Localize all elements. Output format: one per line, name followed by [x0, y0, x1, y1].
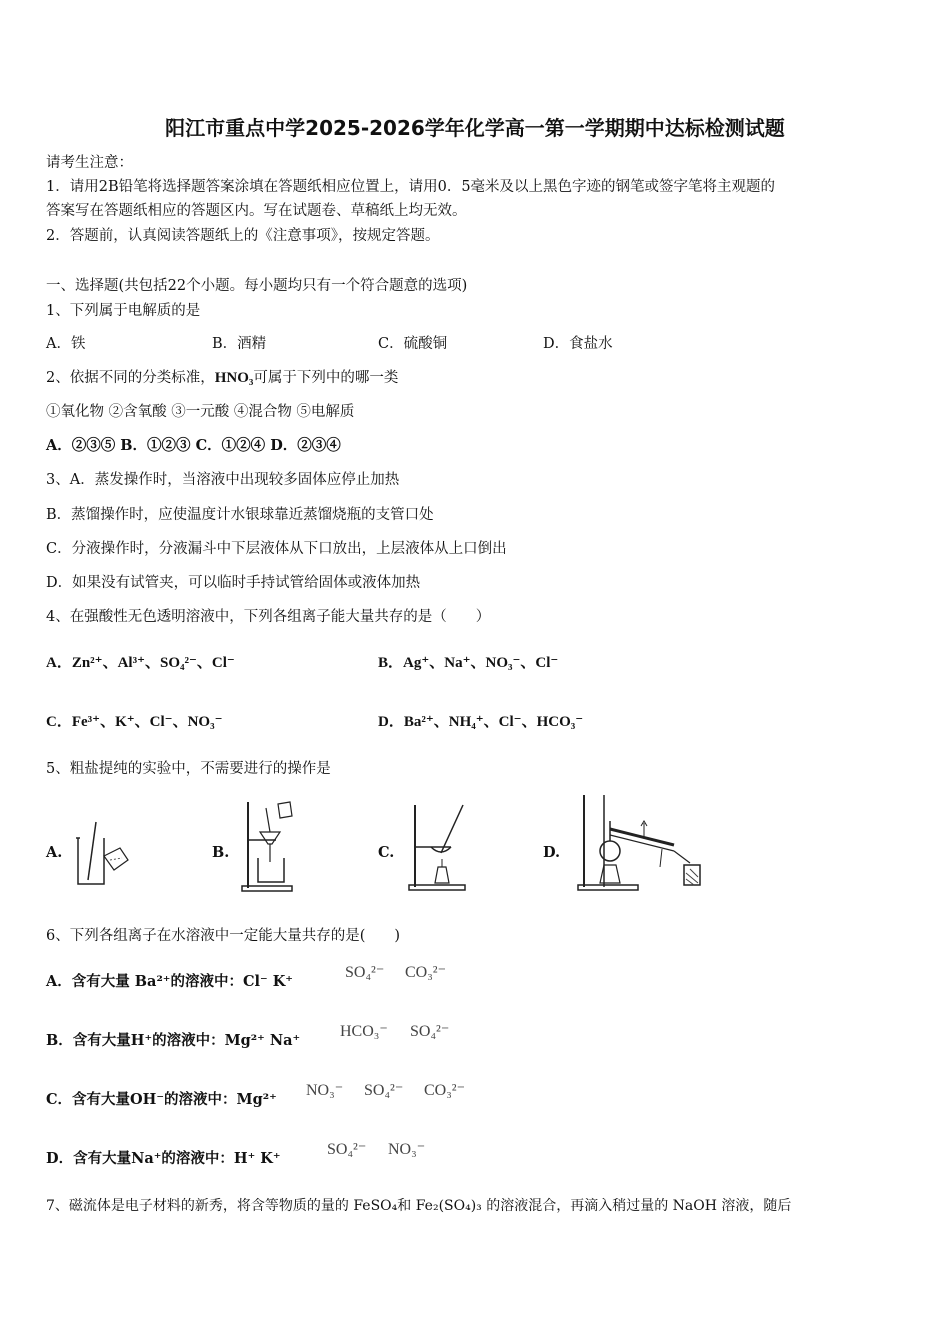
q7-stem: 7、磁流体是电子材料的新秀，将含等物质的量的 FeSO₄和 Fe₂(SO₄)₃ 的溶液混合，再滴入稍过量的 NaOH 溶液，随后	[46, 1198, 792, 1214]
q5-option-a: A.	[46, 844, 63, 861]
q1-option-c: C．硫酸铜	[378, 336, 448, 352]
notice-line-3: 2．答题前，认真阅读答题纸上的《注意事项》，按规定答题。	[46, 228, 440, 244]
q5-option-b: B.	[212, 844, 230, 861]
q4-option-d: D．Ba²⁺、NH₄⁺、Cl⁻、HCO₃⁻	[378, 714, 584, 730]
q6-option-b: B．含有大量H⁺的溶液中：Mg²⁺ Na⁺	[46, 1032, 301, 1049]
q3-option-a: 3、A．蒸发操作时，当溶液中出现较多固体应停止加热	[46, 472, 400, 488]
q5-option-d: D.	[543, 844, 561, 861]
q5-option-c: C.	[378, 844, 395, 861]
filtration-apparatus-icon	[240, 798, 300, 893]
q6-d-ion-2: NO₃⁻	[388, 1141, 426, 1158]
dissolving-apparatus-icon	[70, 820, 132, 890]
q1-option-d: D．食盐水	[543, 336, 613, 352]
q4-option-a: A．Zn²⁺、Al³⁺、SO₄²⁻、Cl⁻	[46, 655, 235, 671]
q6-c-ion-3: CO₃²⁻	[424, 1082, 466, 1099]
q3-option-b: B．蒸馏操作时，应使温度计水银球靠近蒸馏烧瓶的支管口处	[46, 507, 434, 523]
q6-a-ion-2: CO₃²⁻	[405, 964, 447, 981]
q3-option-c: C．分液操作时，分液漏斗中下层液体从下口放出，上层液体从上口倒出	[46, 541, 507, 557]
distillation-apparatus-icon	[574, 793, 706, 893]
notice-heading: 请考生注意：	[46, 155, 133, 171]
q2-stem-pre: 2、依据不同的分类标准，	[46, 370, 215, 386]
q1-option-b: B．酒精	[212, 336, 267, 352]
q1-option-a: A．铁	[46, 336, 86, 352]
notice-line-2: 答案写在答题纸相应的答题区内。写在试题卷、草稿纸上均无效。	[46, 203, 467, 219]
q2-items: ①氧化物 ②含氧酸 ③一元酸 ④混合物 ⑤电解质	[46, 404, 355, 420]
q1-stem: 1、下列属于电解质的是	[46, 303, 201, 319]
q6-b-ion-1: HCO₃⁻	[340, 1023, 388, 1040]
q2-stem-post: 可属于下列中的哪一类	[253, 370, 399, 386]
q6-stem: 6、下列各组离子在水溶液中一定能大量共存的是( )	[46, 928, 401, 944]
q4-option-b: B．Ag⁺、Na⁺、NO₃⁻、Cl⁻	[378, 655, 559, 671]
q2-stem-chem: HNO₃	[214, 370, 254, 386]
q6-option-d: D．含有大量Na⁺的溶液中：H⁺ K⁺	[46, 1150, 281, 1167]
q3-option-d: D．如果没有试管夹，可以临时手持试管给固体或液体加热	[46, 575, 421, 591]
q6-a-ion-1: SO₄²⁻	[345, 964, 385, 981]
q6-option-c: C．含有大量OH⁻的溶液中：Mg²⁺	[46, 1091, 277, 1108]
q6-option-a: A．含有大量 Ba²⁺的溶液中：Cl⁻ K⁺	[46, 973, 293, 990]
q6-d-ion-1: SO₄²⁻	[327, 1141, 367, 1158]
page-title: 阳江市重点中学2025-2026学年化学高一第一学期期中达标检测试题	[165, 116, 785, 140]
q6-c-ion-1: NO₃⁻	[306, 1082, 344, 1099]
q2-options: A．②③⑤ B．①②③ C．①②④ D．②③④	[46, 437, 341, 454]
evaporation-apparatus-icon	[405, 803, 475, 893]
q2-stem	[46, 368, 398, 388]
notice-line-1: 1．请用2B铅笔将选择题答案涂填在答题纸相应位置上，请用0．5毫米及以上黑色字迹的钢笔或签字笔将主观题的	[46, 179, 776, 195]
section-heading: 一、选择题(共包括22个小题。每小题均只有一个符合题意的选项)	[46, 278, 468, 294]
q5-stem: 5、粗盐提纯的实验中，不需要进行的操作是	[46, 761, 331, 777]
q6-c-ion-2: SO₄²⁻	[364, 1082, 404, 1099]
q4-stem: 4、在强酸性无色透明溶液中，下列各组离子能大量共存的是（ ）	[46, 609, 491, 625]
q6-b-ion-2: SO₄²⁻	[410, 1023, 450, 1040]
q4-option-c: C．Fe³⁺、K⁺、Cl⁻、NO₃⁻	[46, 714, 223, 730]
